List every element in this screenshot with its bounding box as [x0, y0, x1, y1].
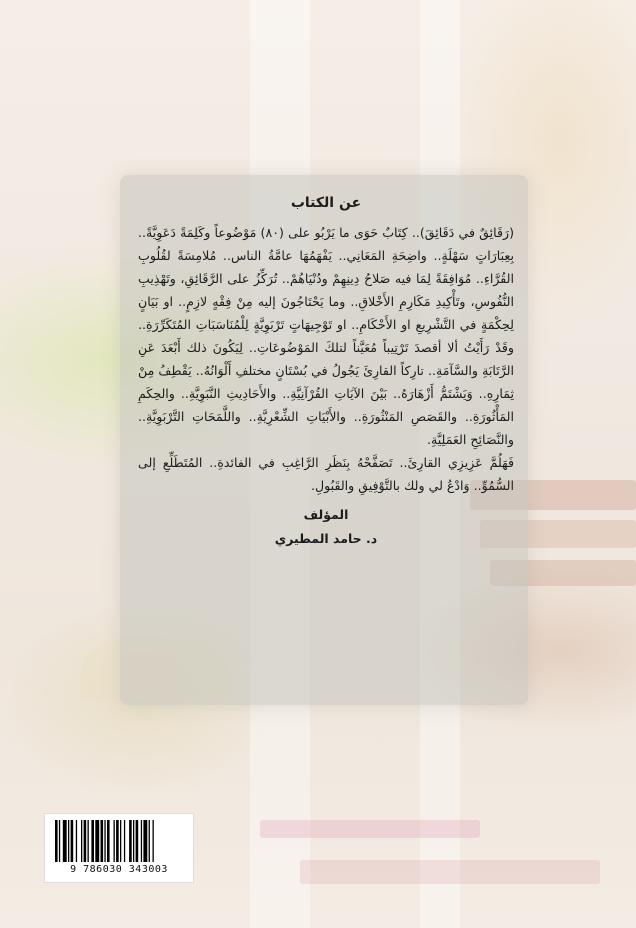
barcode-bar	[101, 820, 104, 862]
barcode-bar	[104, 820, 105, 862]
barcode-bar	[114, 820, 115, 862]
barcode-bar	[153, 820, 154, 862]
barcode-bar	[55, 820, 58, 862]
background-book	[260, 820, 480, 838]
barcode-bar	[116, 820, 119, 862]
barcode-bar	[95, 820, 99, 862]
barcode-bar	[68, 820, 69, 862]
author-label: المؤلف	[303, 507, 349, 522]
barcode-bar	[149, 820, 150, 862]
barcode-bar	[124, 820, 125, 862]
barcode-bar	[91, 820, 94, 862]
background-book	[300, 860, 600, 884]
barcode-bar	[143, 820, 147, 862]
closing-paragraph: فَهَلُمَّ عَزِيزِي القارِئَ.. تَصَفَّحْهُ بِنَظَرِ الرَّاغِبِ في الفائدةِ.. المُتَطَلِّعِ إلى السُّمُوِّ.. وَادْعُ لي ولك بالتَّوْفِيقِ والقَبُولِ.	[138, 455, 514, 493]
barcode-bar	[76, 820, 77, 862]
barcode-bar	[133, 820, 134, 862]
barcode-bar	[81, 820, 82, 862]
section-heading: عن الكتاب	[290, 195, 362, 211]
barcode-bar	[120, 820, 121, 862]
barcode-bar	[71, 820, 74, 862]
author-name: د. حامد المطيري	[274, 531, 378, 546]
barcode-number: 9 786030 343003	[70, 864, 168, 875]
isbn-barcode	[44, 813, 194, 883]
barcode-bar	[84, 820, 87, 862]
about-book-section	[138, 195, 514, 551]
barcode-bar	[107, 820, 110, 862]
description-paragraph: (رَقَائِقٌ في دَقَائِقَ).. كِتَابٌ حَوَى ما يَرْبُو على (٨٠) مَوْضُوعاً وكَلِمَةً دَعَوِيَّةً.. بِعِبَارَاتٍ سَهْلَةٍ.. واضِحَةِ المَعَانِي.. يَفْهَمُهَا عامَّةُ الناس.. مُلامِسَةً لقُلُوبِ القُرَّاءِ.. مُوَافِقَةً لِمَا فيه صَلاحُ دِينِهِمْ ودُنْيَاهُمْ.. تُرَكِّزُ على الرَّقَائِقِ، وتَهْذِيبِ النُّفُوسِ، وتَأْكِيدِ مَكَارِمِ الأَخْلاقِ.. وما يَحْتَاجُونَ إليه مِنْ فِقْهٍ لازِمٍ.. او بَيَانٍ لِحِكْمَةٍ في التَّشْرِيعِ او الأَحْكَامِ.. او تَوْجِيهَاتٍ تَرْبَوِيَّةٍ لِلْمُنَاسَبَاتِ المُتَكَرِّرَةِ.. وقَدْ رَأَيْتُ ألا أقصدَ تَرْتِيباً مُعَيَّناً لتلكَ المَوْضُوعَاتِ.. لِيَكُونَ ذلك أَبْعَدَ عَنِ الرَّتَابَةِ والسَّآمَةِ.. تارِكاً القارِئَ يَجُولُ في بُسْتَانٍ مختلفِ أَلْوَانُهُ.. يَقْطِفُ مِنْ ثِمَارِهِ.. وَيَشْتَمُّ أَزْهَارَهُ.. بَيْنَ الآيَاتِ القُرْآنِيَّةِ.. والأَحَادِيثِ النَّبَوِيَّةِ.. والحِكَمِ المَأْثُورَةِ.. والقَصَصِ المَنْثُورَةِ.. والأَبْيَاتِ الشِّعْرِيَّةِ.. واللَّمَحَاتِ التَّرْبَوِيَّةِ.. والنَّصَائِحِ العَمَلِيَّةِ.	[138, 225, 515, 447]
barcode-bar	[141, 820, 142, 862]
barcode-bar	[59, 820, 60, 862]
barcode-bar	[63, 820, 67, 862]
barcode-bars	[53, 820, 185, 864]
barcode-bar	[88, 820, 89, 862]
barcode-bar	[129, 820, 132, 862]
barcode-bar	[136, 820, 139, 862]
